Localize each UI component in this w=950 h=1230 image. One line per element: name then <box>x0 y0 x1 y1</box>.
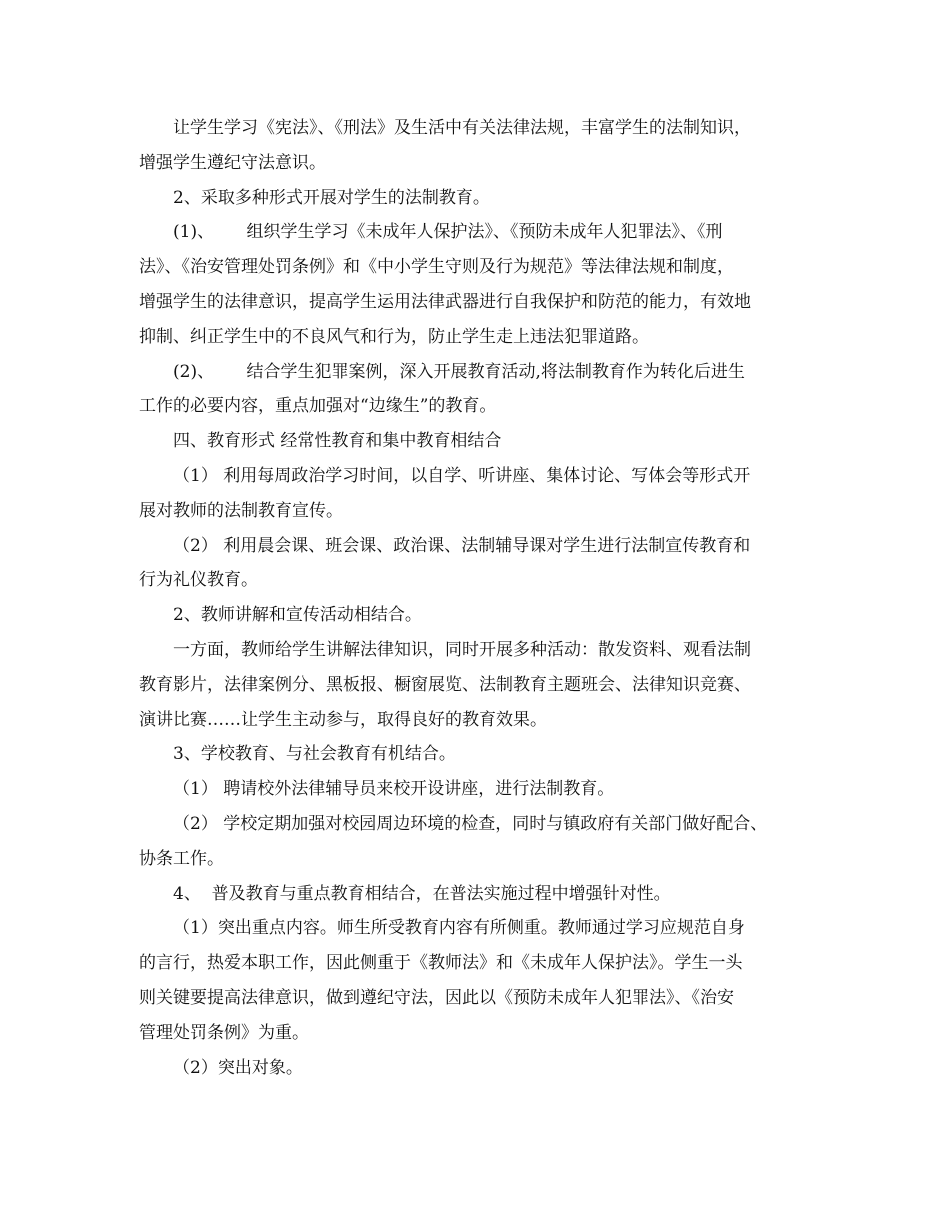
paragraph-line: 演讲比赛……让学生主动参与，取得良好的教育效果。 <box>139 709 547 730</box>
paragraph-line: 协条工作。 <box>139 848 224 869</box>
paragraph-line: 则关键要提高法律意识，做到遵纪守法，因此以《预防未成年人犯罪法》、《治安 <box>139 987 734 1008</box>
paragraph-line: （1） 聘请校外法律辅导员来校开设讲座，进行法制教育。 <box>173 779 615 800</box>
paragraph-line: (2)、 结合学生犯罪案例，深入开展教育活动,将法制教育作为转化后进生 <box>173 361 745 382</box>
paragraph-line: 工作的必要内容，重点加强对“边缘生”的教育。 <box>139 396 497 417</box>
paragraph-line: 让学生学习《宪法》、《刑法》及生活中有关法律法规，丰富学生的法制知识， <box>173 118 751 138</box>
section-heading: 3、学校教育、与社会教育有机结合。 <box>173 744 456 765</box>
paragraph-line: 抑制、纠正学生中的不良风气和行为，防止学生走上违法犯罪道路。 <box>139 326 649 347</box>
paragraph-line: 增强学生遵纪守法意识。 <box>139 152 326 173</box>
document-body <box>139 111 839 1085</box>
paragraph-line: 行为礼仪教育。 <box>139 570 258 591</box>
paragraph-line: 法》、《治安管理处罚条例》和《中小学生守则及行为规范》等法律法规和制度， <box>139 257 734 278</box>
section-heading: 2、采取多种形式开展对学生的法制教育。 <box>173 187 490 208</box>
paragraph-line: （1） 利用每周政治学习时间，以自学、听讲座、集体讨论、写体会等形式开 <box>173 465 751 486</box>
paragraph-line: （2）突出对象。 <box>173 1057 303 1078</box>
paragraph-line: 展对教师的法制教育宣传。 <box>139 500 343 521</box>
section-heading: 2、教师讲解和宣传活动相结合。 <box>173 605 422 626</box>
section-heading: 四、教育形式 经常性教育和集中教育相结合 <box>173 431 502 452</box>
paragraph-line: （2） 学校定期加强对校园周边环境的检查，同时与镇政府有关部门做好配合、 <box>173 813 768 834</box>
paragraph-line: 一方面，教师给学生讲解法律知识，同时开展多种活动：散发资料、观看法制 <box>173 639 751 660</box>
paragraph-line: （2） 利用晨会课、班会课、政治课、法制辅导课对学生进行法制宣传教育和 <box>173 535 751 556</box>
paragraph-line: (1)、 组织学生学习《未成年人保护法》、《预防未成年人犯罪法》、《刑 <box>173 222 723 243</box>
paragraph-line: 增强学生的法律意识，提高学生运用法律武器进行自我保护和防范的能力，有效地 <box>139 291 751 312</box>
paragraph-line: 的言行，热爱本职工作，因此侧重于《教师法》和《未成年人保护法》。学生一头 <box>139 953 743 974</box>
paragraph-line: 管理处罚条例》为重。 <box>139 1022 309 1043</box>
paragraph-line: 教育影片，法律案例分、黑板报、橱窗展览、法制教育主题班会、法律知识竞赛、 <box>139 674 751 695</box>
section-heading: 4、 普及教育与重点教育相结合，在普法实施过程中增强针对性。 <box>173 883 671 904</box>
paragraph-line: （1）突出重点内容。师生所受教育内容有所侧重。教师通过学习应规范自身 <box>173 918 745 939</box>
